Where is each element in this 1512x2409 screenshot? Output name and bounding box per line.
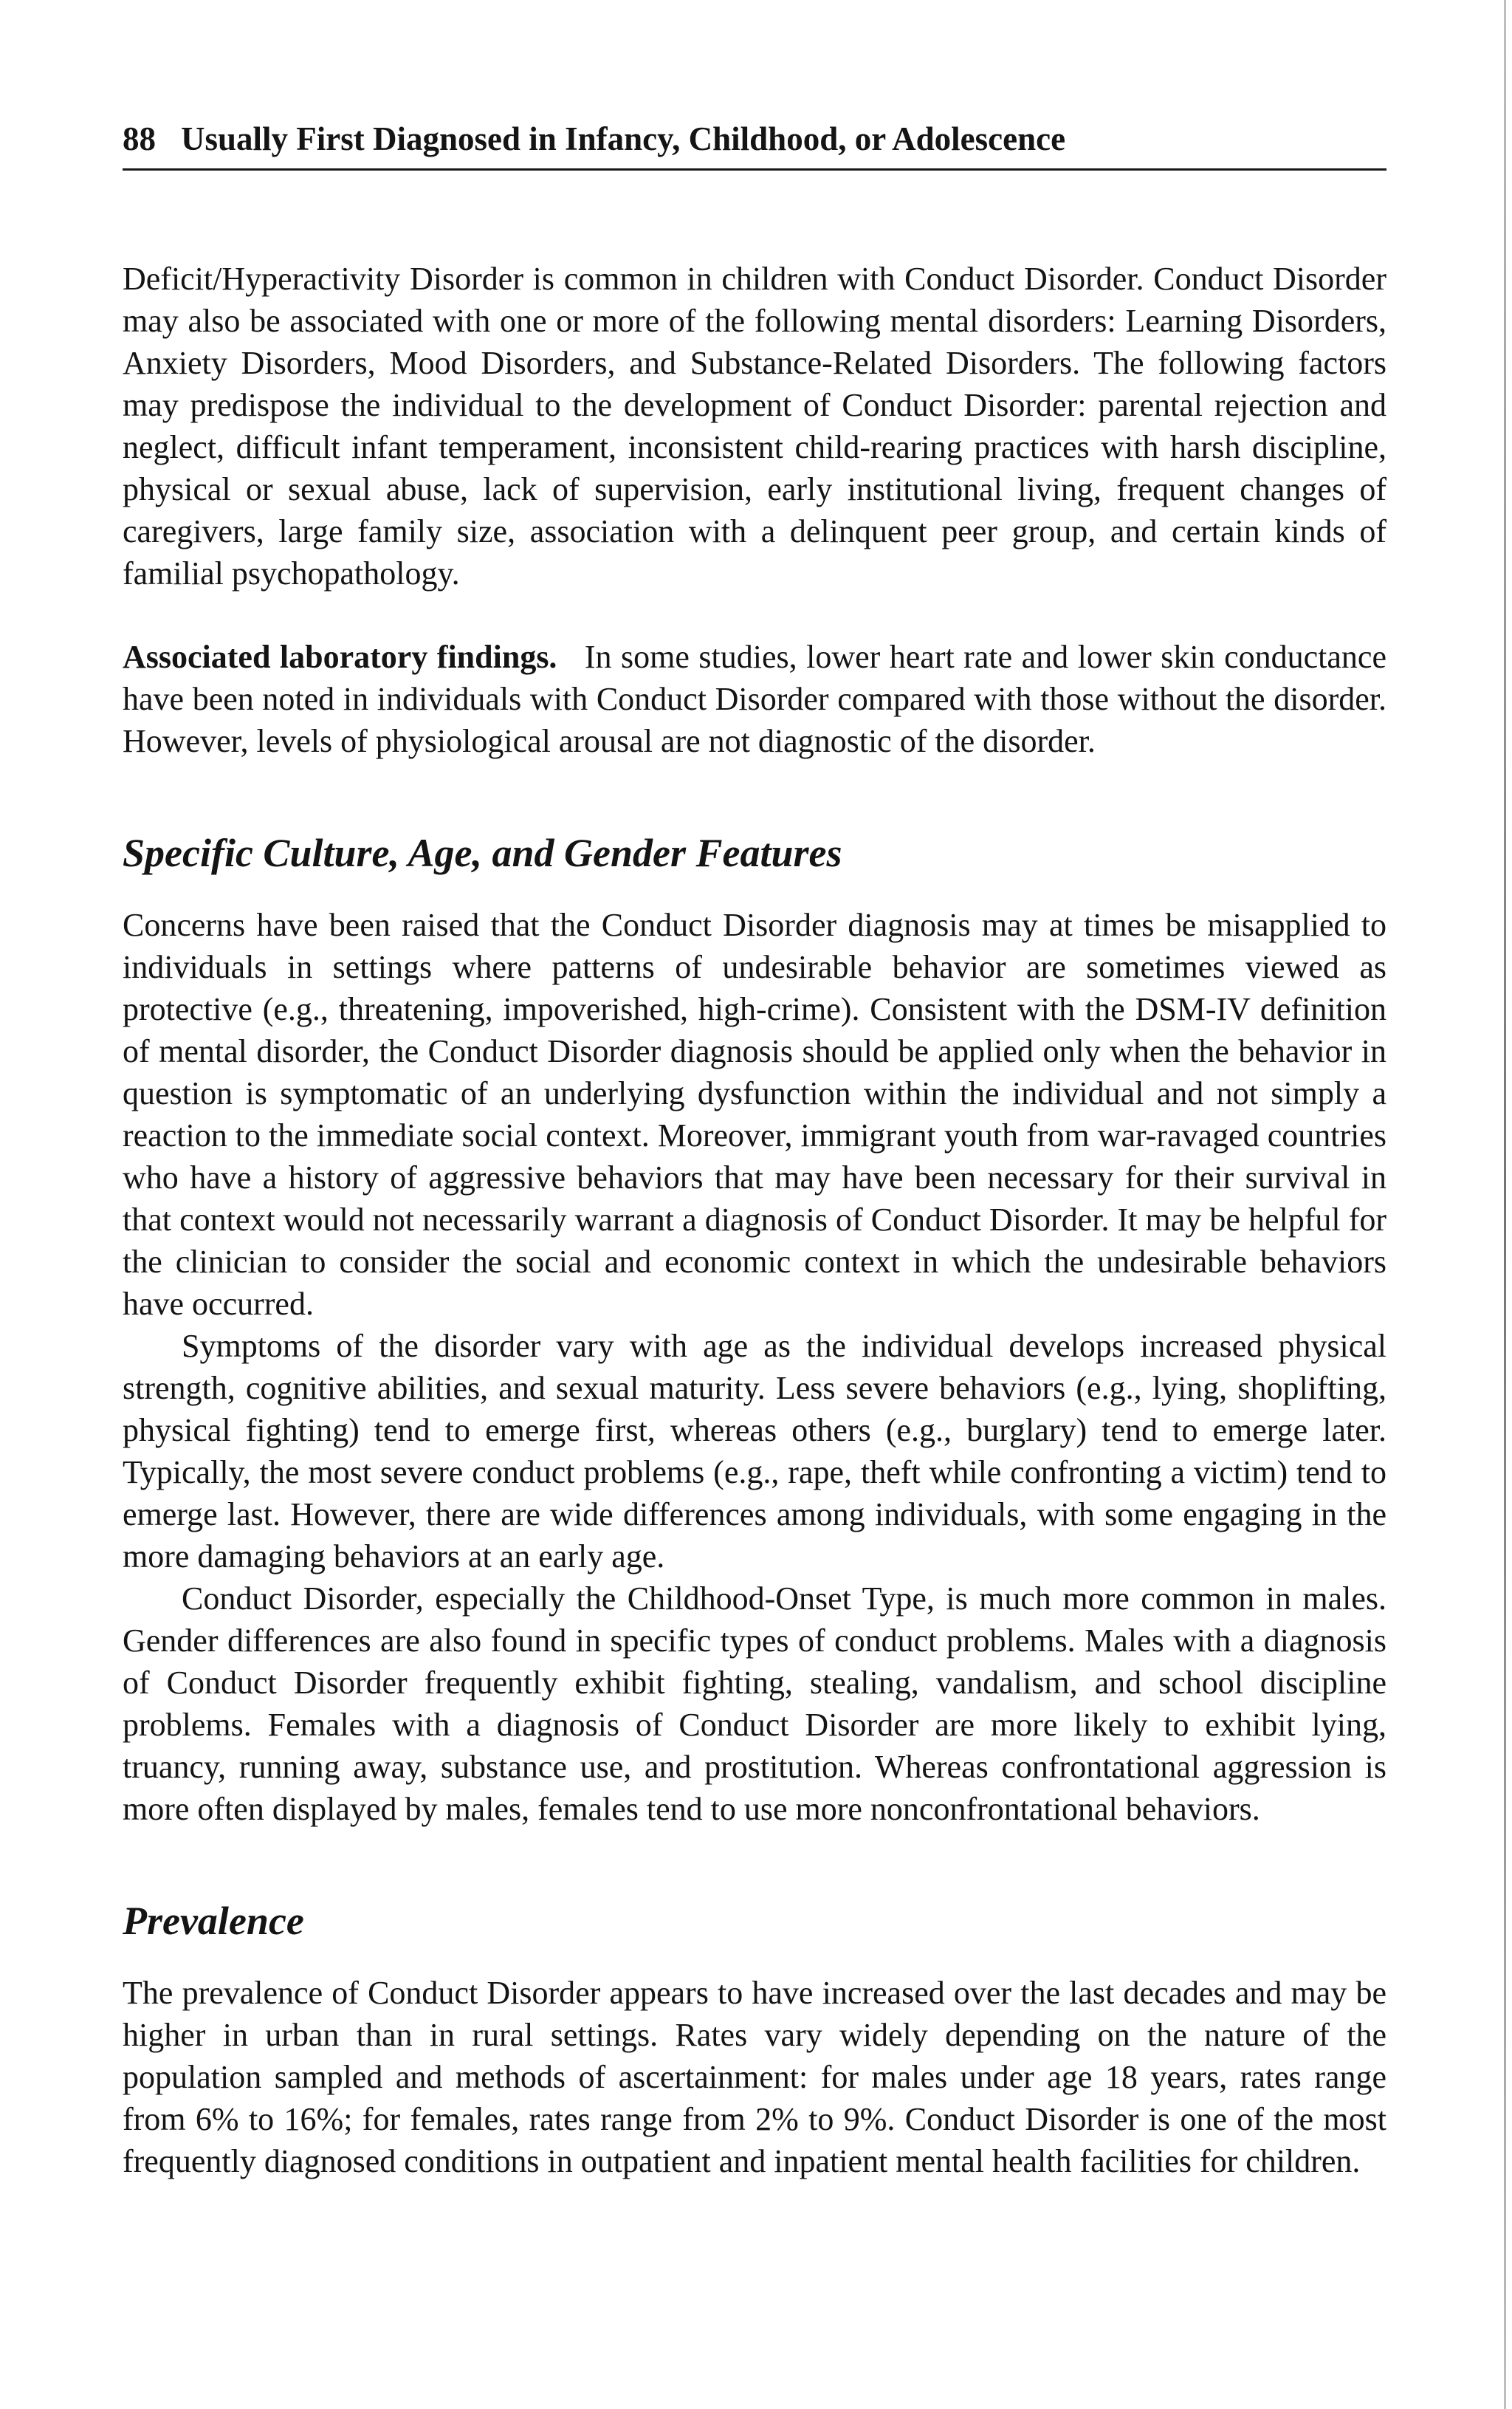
running-header: [123, 109, 1386, 171]
culture-paragraph-2: Symptoms of the disorder vary with age as the individual develops increased physical strength, cognitive abilities, and sexual maturity. Less severe behaviors (e.g., lying, shoplifting, physical fighting) tend to emerge first, whereas others (e.g., burglary) tend to emerge later. Typically, the most severe conduct problems (e.g., rape, theft while confronting a victim) tend to emerge last. However, there are wide differences among individuals, with some engaging in the more damaging behaviors at an early age.: [123, 1328, 1386, 1574]
intro-paragraph: Deficit/Hyperactivity Disorder is common in children with Conduct Disorder. Conduct Disorder may also be associated with one or more of the following mental disorders: Learning Disorders, Anxiety Disorders, Mood Disorders, and Substance-Related Disorders. The following factors may predispose the individual to the development of Conduct Disorder: parental rejection and neglect, difficult infant temperament, inconsistent child-rearing practices with harsh discipline, physical or sexual abuse, lack of supervision, early institutional living, frequent changes of caregivers, large family size, association with a delinquent peer group, and certain kinds of familial psychopathology.: [123, 261, 1386, 592]
page-number: 88: [123, 120, 156, 157]
page-body: [123, 258, 1386, 2182]
lab-findings-paragraph: [123, 636, 1386, 762]
page-edge-shadow: [1504, 0, 1506, 2409]
culture-paragraph-1: Concerns have been raised that the Conduct Disorder diagnosis may at times be misapplied to individuals in settings where patterns of undesirable behavior are sometimes viewed as protective (e.g., threatening, impoverished, high-crime). Consistent with the DSM-IV definition of mental disorder, the Conduct Disorder diagnosis should be applied only when the behavior in question is symptomatic of an underlying dysfunction within the individual and not simply a reaction to the immediate social context. Moreover, immigrant youth from war-ravaged countries who have a history of aggressive behaviors that may have been necessary for their survival in that context would not necessarily warrant a diagnosis of Conduct Disorder. It may be helpful for the clinician to consider the social and economic context in which the undesirable behaviors have occurred.: [123, 907, 1386, 1322]
culture-age-gender-heading: Specific Culture, Age, and Gender Features: [123, 831, 842, 875]
prevalence-paragraph: The prevalence of Conduct Disorder appears to have increased over the last decades and may be higher in urban than in rural settings. Rates vary widely depending on the nature of the population sampled and methods of ascertainment: for males under age 18 years, rates range from 6% to 16%; for females, rates range from 2% to 9%. Conduct Disorder is one of the most frequently diagnosed conditions in outpatient and inpatient mental health facilities for children.: [123, 1975, 1386, 2179]
culture-paragraph-3: Conduct Disorder, especially the Childhood-Onset Type, is much more common in males. Gender differences are also found in specific types of conduct problems. Males with a diagnosis of Conduct Disorder frequently exhibit fighting, stealing, vandalism, and school discipline problems. Females with a diagnosis of Conduct Disorder are more likely to exhibit lying, truancy, running away, substance use, and prostitution. Whereas confrontational aggression is more often displayed by males, females tend to use more nonconfrontational behaviors.: [123, 1580, 1386, 1827]
lab-findings-lead: Associated laboratory findings.: [123, 639, 557, 675]
lab-findings-text: In some studies, lower heart rate and lower skin conductance have been noted in individuals with Conduct Disorder compared with those without the disorder. However, levels of physiological arousal are not diagnostic of the disorder.: [123, 639, 1386, 759]
prevalence-heading: Prevalence: [123, 1899, 304, 1943]
running-title: Usually First Diagnosed in Infancy, Childhood, or Adolescence: [181, 120, 1066, 157]
